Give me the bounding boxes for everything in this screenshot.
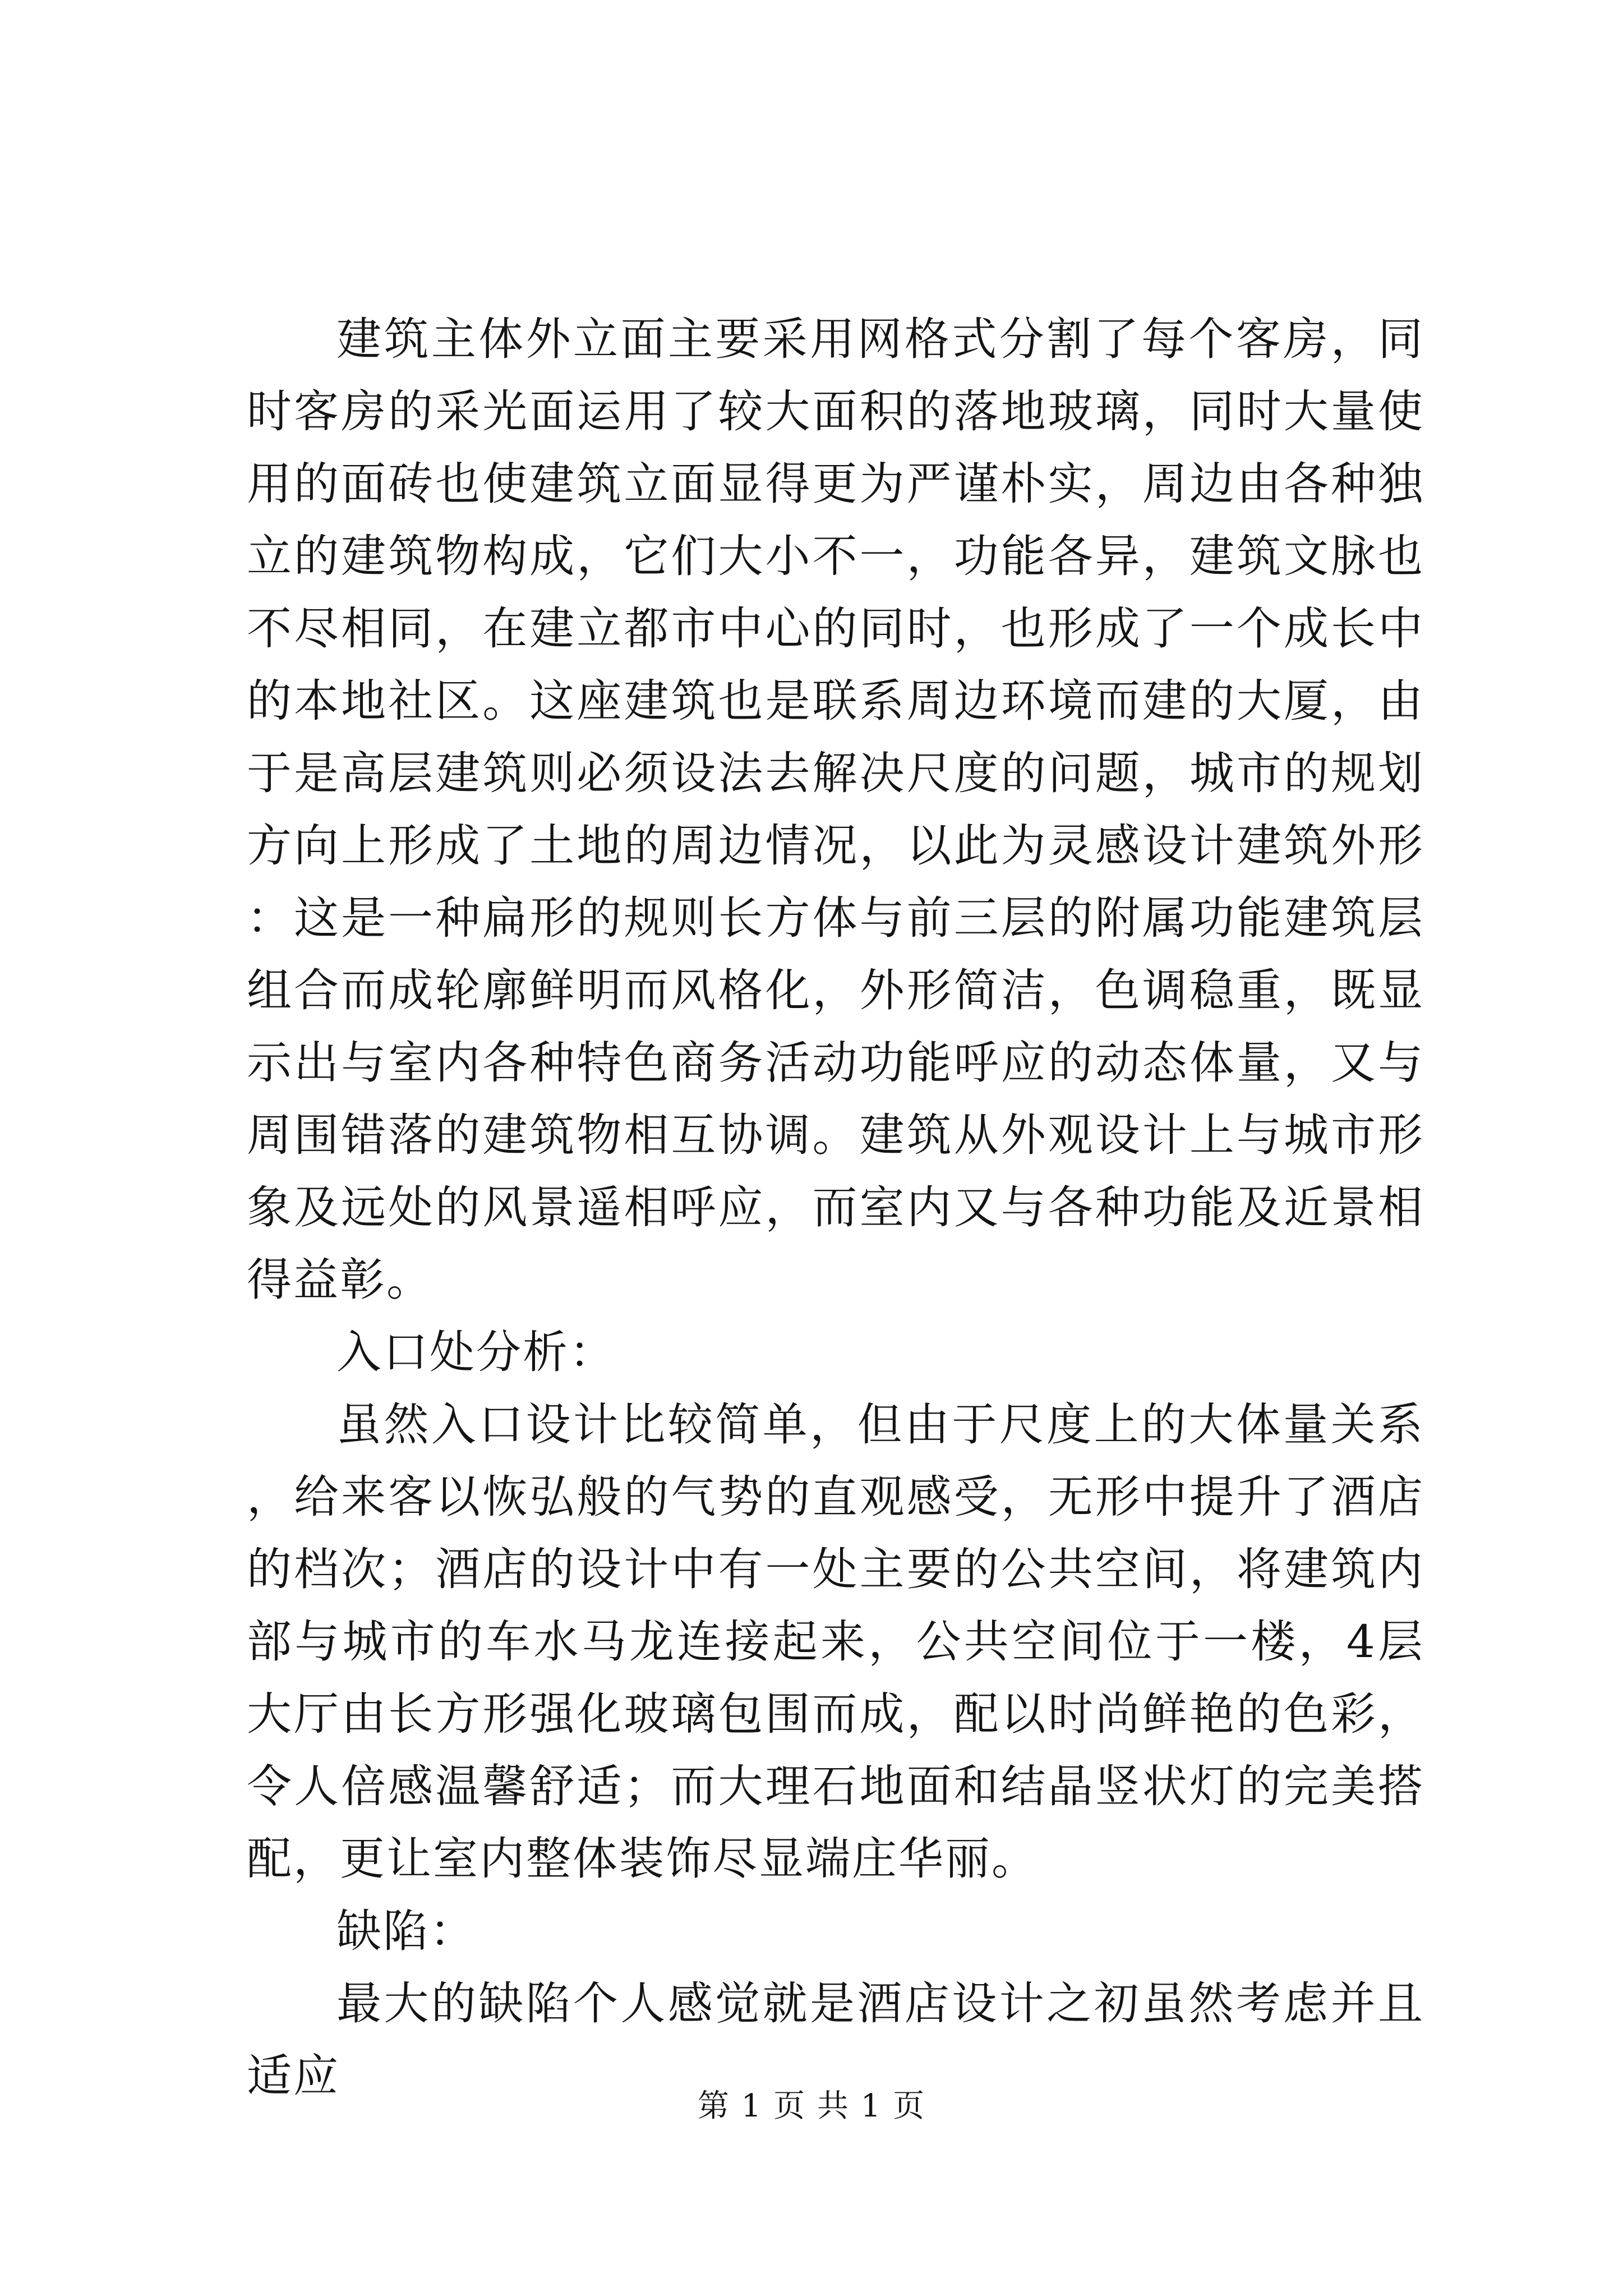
heading-entrance-analysis: 入口处分析： xyxy=(336,1326,616,1378)
paragraph-building-facade: 建筑主体外立面主要采用网格式分割了每个客房，同时客房的采光面运用了较大面积的落地玻璃，同时大量使用的面砖也使建筑立面显得更为严谨朴实，周边由各种独立的建筑物构成，它们大小不一，功能各异，建筑文脉也不尽相同，在建立都市中心的同时，也形成了一个成长中的本地社区。这座建筑也是联系周边环境而建的大厦，由于是高层建筑则必须设法去解决尺度的问题，城市的规划方向上形成了土地的周边情况，以此为灵感设计建筑外形：这是一种扁形的规则长方体与前三层的附属功能建筑层组合而成轮廓鲜明而风格化，外形简洁，色调稳重，既显示出与室内各种特色商务活动功能呼应的动态体量，又与周围错落的建筑物相互协调。建筑从外观设计上与城市形象及远处的风景遥相呼应，而室内又与各种功能及近景相得益彰。 xyxy=(247,313,1424,1306)
paragraph-entrance-analysis: 虽然入口设计比较简单，但由于尺度上的大体量关系，给来客以恢弘般的气势的直观感受，无形中提升了酒店的档次；酒店的设计中有一处主要的公共空间，将建筑内部与城市的车水马龙连接起来，公共空间位于一楼，4层大厅由长方形强化玻璃包围而成，配以时尚鲜艳的色彩，令人倍感温馨舒适；而大理石地面和结晶竖状灯的完美搭配，更让室内整体装饰尽显端庄华丽。 xyxy=(247,1398,1424,1885)
heading-defects: 缺陷： xyxy=(336,1905,476,1957)
document-body xyxy=(247,303,1424,2112)
paragraph-defects: 最大的缺陷个人感觉就是酒店设计之初虽然考虑并且适应 xyxy=(247,1977,1424,2102)
page-footer: 第 1 页 共 1 页 xyxy=(697,2088,926,2124)
